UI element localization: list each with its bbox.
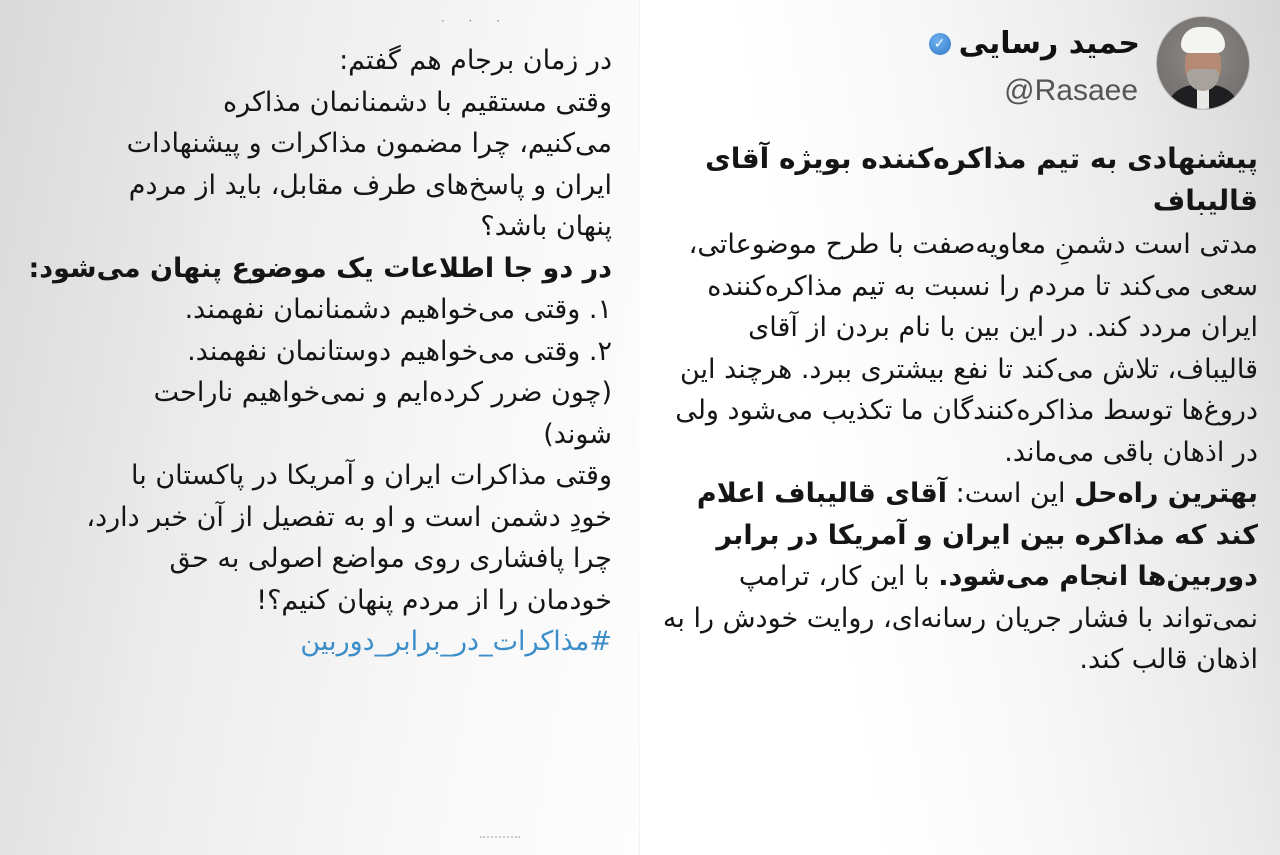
cropped-text-fragment: · · · <box>440 14 510 28</box>
tweet-line: شوند) <box>543 418 612 450</box>
author-name-row[interactable] <box>929 26 1140 61</box>
tweet-line: می‌کنیم، چرا مضمون مذاکرات و پیشنهادات <box>126 128 612 159</box>
list-item: ۲. وقتی می‌خواهیم دوستانمان نفهمند. <box>187 335 612 367</box>
tweet-header <box>850 16 1250 116</box>
tweet-paragraph: مدتی است دشمنِ معاویه‌صفت با طرح موضوعاتی، سعی می‌کند تا مردم را نسبت به تیم مذاکره‌کننده ایران مردد کند. در این بین با نام بردن از آقای قالیباف، تلاش می‌کند تا نفع بیشتری ببرد. هرچند این دروغ‌ها توسط مذاکره‌کنندگان ما تکذیب می‌شود ولی در اذهان باقی می‌ماند. <box>675 229 1258 468</box>
body-text: این است: <box>947 478 1075 509</box>
right-tweet-body <box>658 138 1258 681</box>
author-handle[interactable]: @Rasaee <box>1004 74 1138 107</box>
tweet-line: در زمان برجام هم گفتم: <box>339 45 612 76</box>
emphasis-text: آقای قالیباف اعلام کند که مذاکره بین ایران و آمریکا در برابر دوربین‌ها انجام می‌شود. <box>696 478 1258 592</box>
left-tweet-body <box>0 40 612 663</box>
tweet-title: پیشنهادی به تیم مذاکره‌کننده بویژه آقای قالیباف <box>705 142 1258 217</box>
tweet-paragraph <box>658 473 1258 681</box>
author-name[interactable]: حمید رسایی <box>958 26 1140 61</box>
body-text: با این کار، ترامپ نمی‌تواند با فشار جریان رسانه‌ای، روایت خودش را به اذهان قالب کند. <box>662 561 1258 675</box>
hashtag-link[interactable]: #مذاکرات_در_برابر_دوربین <box>300 626 612 657</box>
tweet-line: خودمان را از مردم پنهان کنیم؟! <box>256 584 612 616</box>
tweet-line: وقتی مستقیم با دشمنانمان مذاکره <box>223 86 612 118</box>
emphasis-text: بهترین راه‌حل <box>1074 478 1258 509</box>
tweet-line: وقتی مذاکرات ایران و آمریکا در پاکستان با <box>131 460 612 491</box>
right-tweet-screenshot <box>640 0 1280 855</box>
verified-badge-icon: ✓ <box>929 33 951 55</box>
tweet-line: چرا پافشاری روی مواضع اصولی به حق <box>169 543 612 574</box>
avatar[interactable] <box>1156 16 1250 110</box>
tweet-line: (چون ضرر کرده‌ایم و نمی‌خواهیم ناراحت <box>153 377 612 408</box>
tweet-line: خودِ دشمن است و او به تفصیل از آن خبر دارد، <box>86 501 612 533</box>
list-item: ۱. وقتی می‌خواهیم دشمنانمان نفهمند. <box>184 294 612 325</box>
cropped-divider <box>480 836 520 841</box>
tweet-line: ایران و پاسخ‌های طرف مقابل، باید از مردم <box>128 169 612 201</box>
tweet-subheading: در دو جا اطلاعات یک موضوع پنهان می‌شود: <box>28 252 612 284</box>
tweet-line: پنهان باشد؟ <box>480 211 612 242</box>
